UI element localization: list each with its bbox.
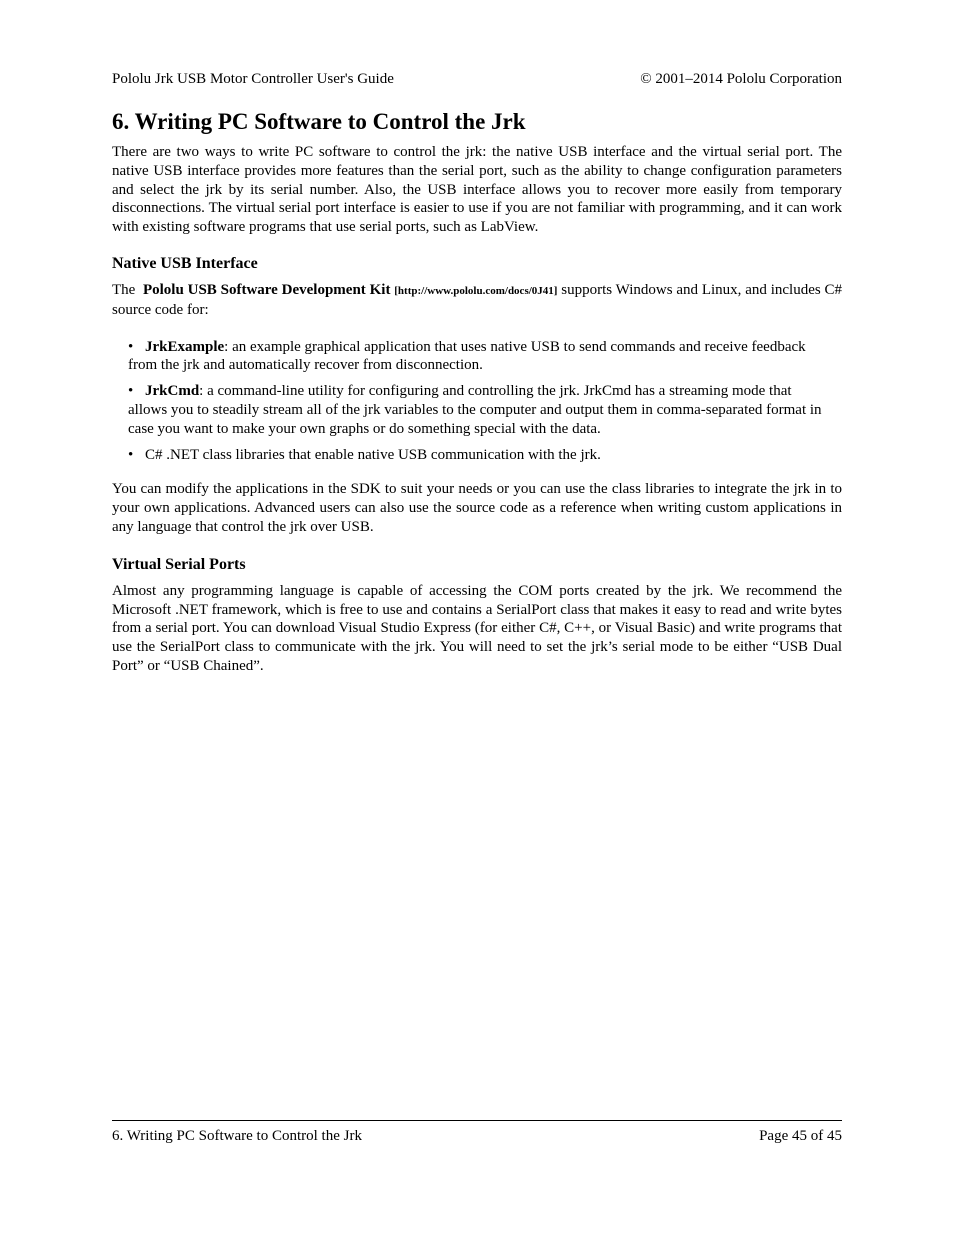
list-item: [128, 382, 826, 438]
page-header: [112, 70, 842, 88]
sdk-link[interactable]: Pololu USB Software Development Kit: [142, 281, 391, 298]
main-content: [112, 143, 842, 676]
header-doc-title: Pololu Jrk USB Motor Controller User's Guide: [112, 71, 394, 87]
list-item-text: : a command-line utility for configuring and controlling the jrk. JrkCmd has a streaming mode that allows you to steadily stream all of the jrk variables to the computer and output them in comma-separated format in case you want to make your own graphs or do something special with the data.: [128, 383, 822, 437]
document-page: [112, 0, 842, 1235]
lead-the: The: [112, 281, 136, 298]
virtual-serial-paragraph: Almost any programming language is capable of accessing the COM ports created by the jrk. We recommend the Microsoft .NET framework, which is free to use and contains a SerialPort class that makes it easy to read and write bytes from a serial port. You can download Visual Studio Express (for either C#, C++, or Visual Basic) and write programs that use the SerialPort class to communicate with the jrk. You will need to set the jrk’s serial mode to be either “USB Dual Port” or “USB Chained”.: [112, 582, 842, 674]
page-footer: [112, 1127, 842, 1145]
header-copyright: © 2001–2014 Pololu Corporation: [640, 71, 842, 87]
list-item: [128, 446, 826, 465]
sdk-contents-list: [112, 338, 842, 465]
section-heading-virtual-serial: Virtual Serial Ports: [112, 555, 246, 573]
sdk-url[interactable]: [http://www.pololu.com/docs/0J41]: [394, 284, 558, 297]
page-title: 6. Writing PC Software to Control the Jrk: [112, 109, 526, 134]
bullet-glyph: •: [128, 338, 134, 355]
sdk-closing-paragraph: You can modify the applications in the SDK to suit your needs or you can use the class libraries to integrate the jrk in to your own applications. Advanced users can also use the source code as a reference when writing custom applications in any language that control the jrk over USB.: [112, 481, 842, 535]
intro-paragraph: There are two ways to write PC software to control the jrk: the native USB interface and the virtual serial port. The native USB interface provides more features than the serial port, such as the ability to change configuration parameters and select the jrk by its serial number. Also, the USB interface allows you to recover more easily from temporary disconnections. The virtual serial port interface is easier to use if you are not familiar with programming, and it can work with existing software programs that use serial ports, such as LabView.: [112, 144, 842, 236]
footer-divider: [112, 1120, 842, 1121]
footer-section-title: 6. Writing PC Software to Control the Jrk: [112, 1128, 362, 1144]
native-usb-lead-paragraph: [112, 281, 842, 320]
footer-page-number: Page 45 of 45: [759, 1128, 842, 1144]
list-item-text: C# .NET class libraries that enable native USB communication with the jrk.: [145, 446, 601, 463]
list-item-text: : an example graphical application that uses native USB to send commands and receive feedback from the jrk and automatically recover from disconnection.: [128, 338, 806, 374]
list-item: [128, 338, 826, 376]
list-item-name: JrkCmd: [145, 383, 200, 400]
lead-rest: supports Windows and Linux, and includes C# source code for:: [112, 281, 843, 318]
list-item-name: JrkExample: [145, 338, 225, 355]
bullet-glyph: •: [128, 383, 134, 400]
section-heading-native-usb: Native USB Interface: [112, 254, 258, 272]
bullet-glyph: •: [128, 446, 134, 463]
